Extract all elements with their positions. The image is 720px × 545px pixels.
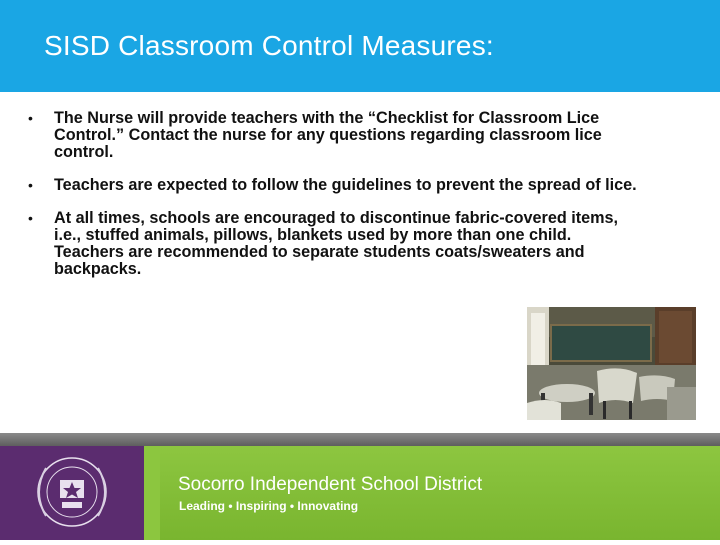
title-bar xyxy=(0,0,720,92)
bullet-marker: • xyxy=(28,210,33,226)
bullet-list xyxy=(28,110,638,278)
bullet-item xyxy=(28,110,638,161)
district-seal-icon xyxy=(0,446,144,540)
district-seal-box xyxy=(0,446,144,540)
bullet-marker: • xyxy=(28,110,33,126)
bullet-text: Teachers are expected to follow the guidelines to prevent the spread of lice. xyxy=(54,176,637,194)
classroom-illustration xyxy=(527,307,696,420)
classroom-photo xyxy=(527,307,696,420)
bullet-text: The Nurse will provide teachers with the “Checklist for Classroom Lice Control.” Contact the nurse for any questions regarding classroom lice control. xyxy=(54,109,602,161)
bullet-marker: • xyxy=(28,177,33,193)
bullet-item xyxy=(28,177,638,194)
slide-title: SISD Classroom Control Measures: xyxy=(44,30,494,61)
district-tagline: Leading • Inspiring • Innovating xyxy=(179,499,359,513)
bullet-text: At all times, schools are encouraged to discontinue fabric-covered items, i.e., stuffed animals, pillows, blankets used by more than one child. Teachers are recommended to separate students coats/sweaters and backpacks. xyxy=(54,209,619,278)
bullet-item xyxy=(28,210,638,278)
footer-divider xyxy=(0,433,720,446)
district-name: Socorro Independent School District xyxy=(178,474,483,495)
